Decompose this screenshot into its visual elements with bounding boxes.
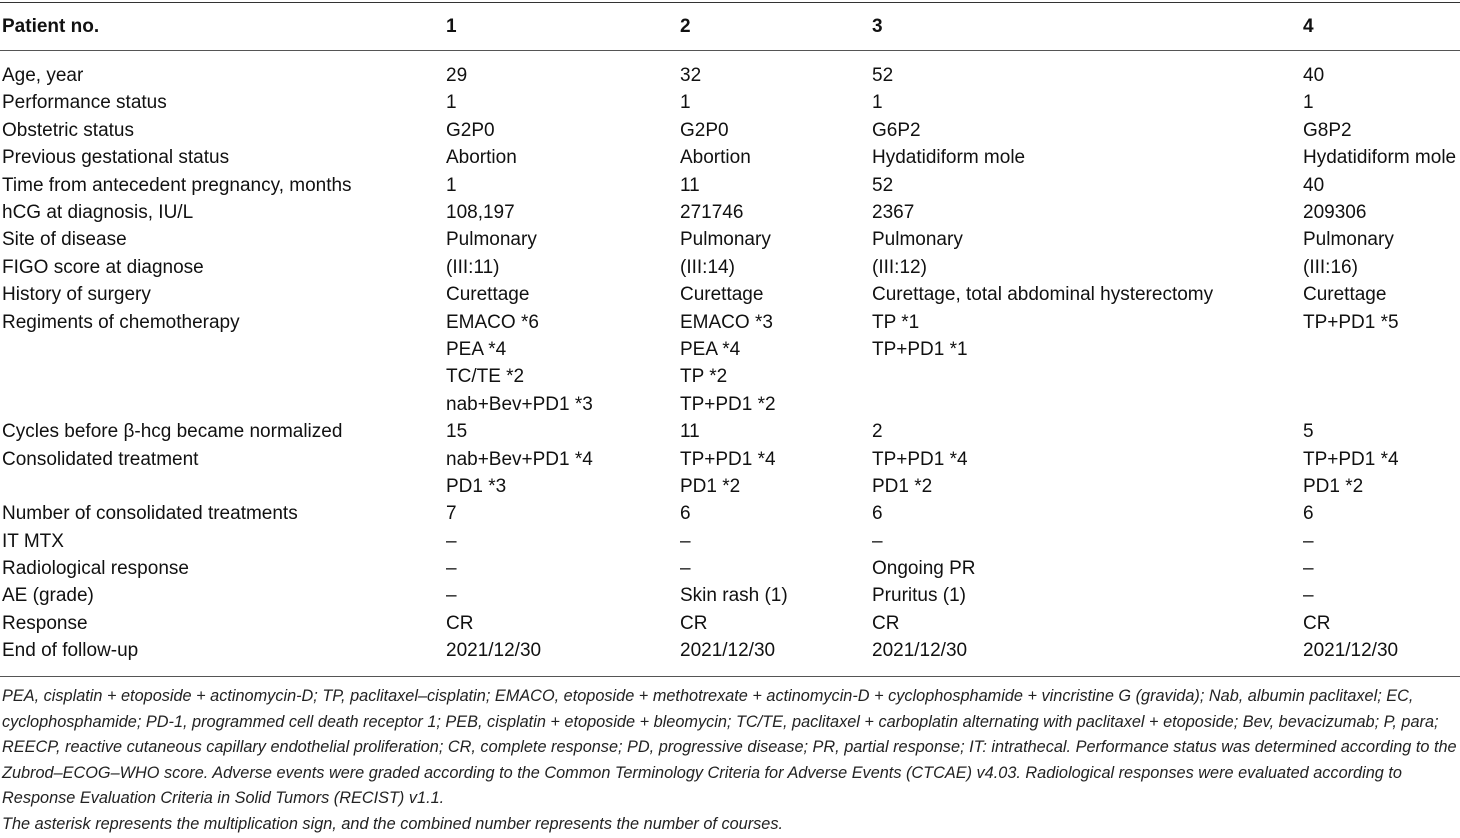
table-row: [0, 446, 1460, 501]
cell-line: PD1 *2: [872, 475, 933, 497]
table-cell: [446, 555, 457, 582]
cell-line: 271746: [680, 201, 744, 223]
table-cell: [680, 610, 707, 637]
table-cell: [680, 144, 751, 171]
cell-line: 40: [1303, 65, 1325, 86]
table-cell: [1303, 144, 1456, 171]
cell-line: TP+PD1 *1: [872, 338, 968, 360]
table-cell: [680, 89, 691, 116]
table-cell: [872, 62, 893, 89]
cell-line: Abortion: [446, 147, 517, 169]
table-cell: [680, 309, 776, 419]
table-cell: [446, 226, 537, 253]
cell-line: PD1 *2: [680, 475, 741, 497]
table-cell: [872, 555, 976, 582]
table-row: [0, 89, 1460, 116]
row-label: Obstetric status: [2, 119, 134, 141]
cell-line: 209306: [1303, 201, 1367, 223]
cell-line: –: [446, 585, 457, 607]
table-cell: [446, 172, 457, 199]
cell-line: TP *1: [872, 311, 920, 333]
table-row: [0, 117, 1460, 144]
cell-line: PD1 *2: [1303, 475, 1364, 497]
table-cell: [872, 281, 1213, 308]
table-row: [0, 555, 1460, 582]
header-patient-1: 1: [446, 16, 457, 37]
table-cell: [872, 528, 883, 555]
cell-line: 6: [680, 503, 691, 525]
table-row: [0, 172, 1460, 199]
table-cell: [872, 172, 893, 199]
table-cell: [446, 199, 515, 226]
cell-line: (III:11): [446, 256, 500, 278]
table-cell: [1303, 500, 1314, 527]
table-body: [0, 62, 1460, 665]
cell-line: EMACO *3: [680, 311, 773, 333]
cell-line: 40: [1303, 174, 1325, 196]
cell-line: –: [680, 530, 691, 552]
table-cell: [872, 582, 966, 609]
table-cell: [446, 637, 541, 664]
row-label: Response: [2, 612, 88, 634]
cell-line: 52: [872, 174, 894, 196]
table-cell: [1303, 117, 1352, 144]
table-cell: [1303, 309, 1399, 336]
table-cell: [680, 528, 691, 555]
table-row: [0, 418, 1460, 445]
cell-line: 7: [446, 503, 457, 525]
table-row: [0, 281, 1460, 308]
cell-line: 2021/12/30: [680, 640, 776, 662]
table-cell: [872, 89, 883, 116]
cell-line: –: [1303, 558, 1314, 580]
cell-line: 15: [446, 421, 468, 443]
cell-line: PEA *4: [446, 338, 507, 360]
table-cell: [680, 637, 775, 664]
table-cell: [680, 555, 691, 582]
table-cell: [1303, 418, 1314, 445]
cell-line: G6P2: [872, 119, 921, 141]
table-cell: [1303, 446, 1399, 501]
cell-line: TP+PD1 *4: [1303, 448, 1399, 470]
table-cell: [680, 500, 691, 527]
cell-line: 2021/12/30: [872, 640, 968, 662]
table-cell: [1303, 555, 1314, 582]
table-row: [0, 144, 1460, 171]
cell-line: Curettage: [680, 284, 764, 306]
table-cell: [1303, 89, 1314, 116]
cell-line: 2021/12/30: [446, 640, 542, 662]
table-cell: [1303, 610, 1330, 637]
cell-line: 5: [1303, 421, 1314, 443]
header-patient-3: 3: [872, 16, 883, 37]
table-cell: [1303, 62, 1324, 89]
row-label: Time from antecedent pregnancy, months: [2, 174, 352, 196]
cell-line: G2P0: [446, 119, 495, 141]
table-footnotes: [2, 684, 1458, 838]
table-cell: [872, 500, 883, 527]
table-cell: [446, 582, 457, 609]
table-cell: [1303, 172, 1324, 199]
cell-line: (III:14): [680, 256, 735, 278]
cell-line: (III:16): [1303, 256, 1358, 278]
table-cell: [872, 117, 921, 144]
row-label: Previous gestational status: [2, 147, 230, 169]
row-label: History of surgery: [2, 284, 151, 306]
cell-line: –: [446, 530, 457, 552]
table-cell: [680, 446, 776, 501]
header-patient-no: Patient no.: [2, 16, 100, 37]
table-cell: [872, 446, 968, 501]
table-cell: [446, 446, 593, 501]
cell-line: 11: [680, 174, 700, 196]
cell-line: PD1 *3: [446, 475, 507, 497]
cell-line: –: [1303, 585, 1314, 607]
cell-line: CR: [872, 612, 900, 634]
cell-line: 6: [1303, 503, 1314, 525]
cell-line: nab+Bev+PD1 *4: [446, 448, 593, 470]
table-cell: [680, 254, 735, 281]
row-label: Age, year: [2, 65, 84, 86]
cell-line: Pulmonary: [872, 229, 963, 251]
cell-line: 1: [1303, 92, 1314, 114]
table-cell: [1303, 582, 1314, 609]
cell-line: CR: [680, 612, 708, 634]
row-label: hCG at diagnosis, IU/L: [2, 201, 194, 223]
row-label: IT MTX: [2, 530, 64, 552]
table-cell: [1303, 281, 1386, 308]
table-cell: [872, 226, 963, 253]
table-cell: [872, 199, 914, 226]
cell-line: Pulmonary: [446, 229, 537, 251]
cell-line: Skin rash (1): [680, 585, 788, 607]
table-row: [0, 199, 1460, 226]
table-cell: [446, 254, 500, 281]
table-cell: [446, 528, 457, 555]
row-label: Number of consolidated treatments: [2, 503, 298, 525]
header-patient-2: 2: [680, 16, 691, 37]
table-cell: [872, 144, 1025, 171]
table-cell: [680, 582, 788, 609]
cell-line: 32: [680, 65, 702, 86]
table-cell: [1303, 199, 1366, 226]
table-cell: [446, 500, 457, 527]
row-label: Regiments of chemotherapy: [2, 311, 240, 333]
row-label: Radiological response: [2, 558, 189, 580]
footnote-asterisk: The asterisk represents the multiplication sign, and the combined number represents the number of courses.: [2, 814, 783, 833]
table-cell: [446, 117, 495, 144]
row-label: Performance status: [2, 92, 167, 114]
row-label: End of follow-up: [2, 640, 139, 662]
row-label: Consolidated treatment: [2, 448, 199, 470]
cell-line: 1: [446, 174, 457, 196]
table-cell: [680, 226, 771, 253]
cell-line: 2367: [872, 201, 915, 223]
table-cell: [872, 254, 927, 281]
table-row: [0, 62, 1460, 89]
cell-line: EMACO *6: [446, 311, 539, 333]
table-cell: [1303, 254, 1358, 281]
cell-line: 1: [872, 92, 883, 114]
cell-line: Ongoing PR: [872, 558, 976, 580]
cell-line: PEA *4: [680, 338, 741, 360]
cell-line: 52: [872, 65, 894, 86]
footnote-abbreviations: PEA, cisplatin + etoposide + actinomycin-D; TP, paclitaxel–cisplatin; EMACO, etoposide + methotrexate + actinomycin-D + cyclophosphamide + vincristine G (gravida); Nab, albumin paclitaxel; EC, cyclophosphamide; PD-1, programmed cell death receptor 1; PEB, cisplatin + etoposide + bleomycin; TC/TE, paclitaxel + carboplatin alternating with paclitaxel + etoposide; Bev, bevacizumab; P, para; REECP, reactive cutaneous capillary endothelial proliferation; CR, complete response; PD, progressive disease; PR, partial response; IT: intrathecal. Performance status was determined according to the Zubrod–ECOG–WHO score. Adverse events were graded according to the Common Terminology Criteria for Adverse Events (CTCAE) v4.03. Radiological responses were evaluated according to Response Evaluation Criteria in Solid Tumors (RECIST) v1.1.: [2, 687, 1457, 808]
cell-line: –: [446, 558, 457, 580]
cell-line: (III:12): [872, 256, 927, 278]
row-label: FIGO score at diagnose: [2, 256, 204, 278]
table-row: [0, 582, 1460, 609]
row-label: Site of disease: [2, 229, 127, 251]
table-row: [0, 637, 1460, 664]
cell-line: 2: [872, 421, 883, 443]
table-cell: [446, 281, 529, 308]
table-row: [0, 226, 1460, 253]
table-cell: [680, 418, 700, 445]
header-rule: [0, 50, 1460, 51]
table-cell: [446, 144, 517, 171]
cell-line: Hydatidiform mole: [1303, 147, 1457, 169]
cell-line: 11: [680, 421, 700, 443]
cell-line: TP+PD1 *4: [680, 448, 776, 470]
cell-line: CR: [446, 612, 474, 634]
table-cell: [446, 309, 593, 419]
table-cell: [680, 172, 700, 199]
cell-line: 6: [872, 503, 883, 525]
cell-line: G8P2: [1303, 119, 1352, 141]
table-cell: [446, 62, 467, 89]
table-row: [0, 610, 1460, 637]
cell-line: Abortion: [680, 147, 751, 169]
table-cell: [680, 199, 743, 226]
table-cell: [446, 89, 457, 116]
cell-line: –: [1303, 530, 1314, 552]
cell-line: Curettage: [1303, 284, 1387, 306]
cell-line: 29: [446, 65, 468, 86]
cell-line: CR: [1303, 612, 1331, 634]
cell-line: G2P0: [680, 119, 729, 141]
table-row: [0, 500, 1460, 527]
table-cell: [1303, 528, 1314, 555]
table-cell: [1303, 226, 1394, 253]
table-top-rule: [0, 2, 1460, 3]
table-cell: [680, 281, 763, 308]
table-bottom-rule: [0, 676, 1460, 677]
table-row: [0, 254, 1460, 281]
table-cell: [446, 610, 473, 637]
cell-line: Pulmonary: [680, 229, 771, 251]
table-cell: [872, 637, 967, 664]
cell-line: TP+PD1 *2: [680, 393, 776, 415]
table-row: [0, 309, 1460, 419]
row-label: Cycles before β-hcg became normalized: [2, 421, 343, 443]
cell-line: 2021/12/30: [1303, 640, 1399, 662]
cell-line: Hydatidiform mole: [872, 147, 1026, 169]
cell-line: TP *2: [680, 366, 728, 388]
cell-line: 1: [446, 92, 457, 114]
cell-line: Curettage, total abdominal hysterectomy: [872, 284, 1214, 306]
cell-line: –: [872, 530, 883, 552]
cell-line: –: [680, 558, 691, 580]
cell-line: Pruritus (1): [872, 585, 966, 607]
table-row: [0, 528, 1460, 555]
table-cell: [1303, 637, 1398, 664]
cell-line: Pulmonary: [1303, 229, 1394, 251]
table-cell: [872, 309, 968, 364]
cell-line: Curettage: [446, 284, 530, 306]
row-label: AE (grade): [2, 585, 94, 607]
table-cell: [872, 418, 883, 445]
table-cell: [680, 62, 701, 89]
cell-line: TP+PD1 *5: [1303, 311, 1399, 333]
cell-line: TC/TE *2: [446, 366, 525, 388]
table-cell: [680, 117, 729, 144]
cell-line: nab+Bev+PD1 *3: [446, 393, 593, 415]
table-cell: [872, 610, 899, 637]
table-cell: [446, 418, 467, 445]
cell-line: 1: [680, 92, 691, 114]
cell-line: TP+PD1 *4: [872, 448, 968, 470]
cell-line: 108,197: [446, 201, 515, 223]
header-patient-4: 4: [1303, 16, 1314, 37]
